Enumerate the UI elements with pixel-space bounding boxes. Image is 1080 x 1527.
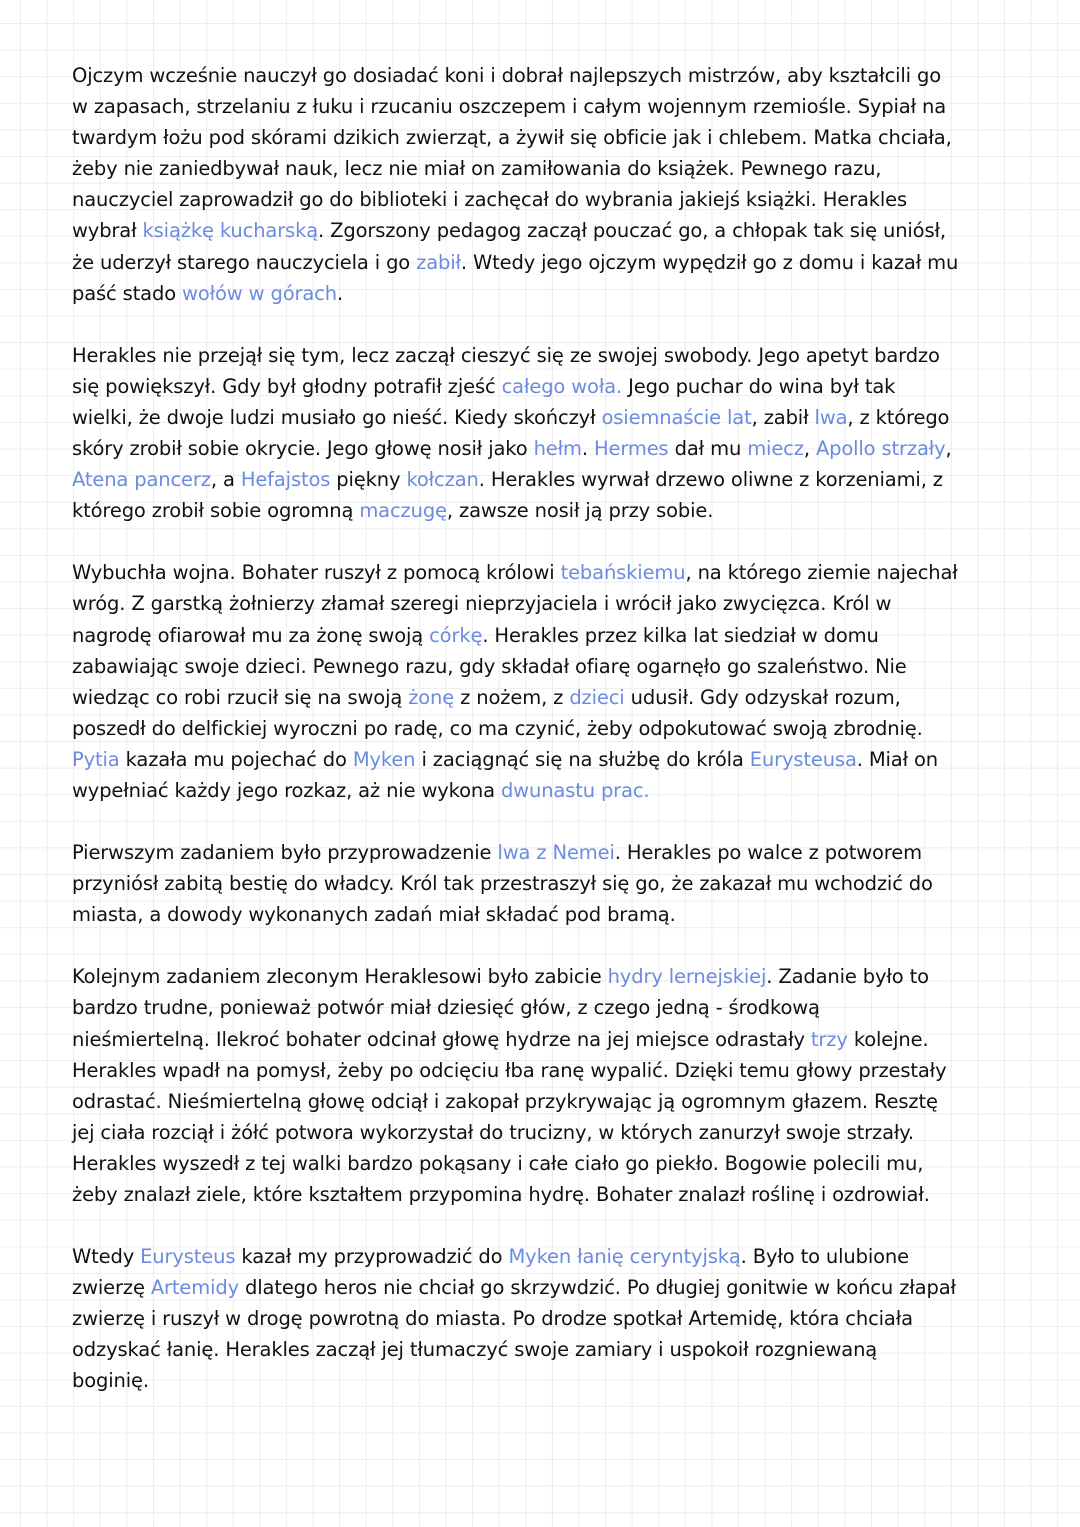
text-segment: odrastać. Nieśmiertelną głowę odciął i zakopał przykrywając ją ogromnym głazem. Resztę <box>72 1089 938 1113</box>
highlighted-term: hełm <box>533 437 582 461</box>
paragraph <box>72 557 1032 806</box>
text-line <box>72 91 1032 122</box>
text-segment: . Zadanie było to <box>766 965 929 989</box>
text-line <box>72 1148 1032 1179</box>
text-segment: nieśmiertelną. Ilekroć bohater odcinał głowę hydrze na jej miejsce odrastały <box>72 1027 811 1051</box>
text-segment: dlatego heros nie chciał go skrzywdzić. Po długiej gonitwie w końcu złapał <box>239 1276 956 1300</box>
text-line <box>72 495 1032 526</box>
text-segment: zwierzę <box>72 1276 151 1300</box>
text-segment: dał mu <box>668 437 748 461</box>
text-segment: , zabił <box>751 405 815 429</box>
text-segment: zwierzę i ruszył w drogę powrotną do miasta. Po drodze spotkał Artemidę, która chciała <box>72 1307 913 1331</box>
text-segment: żeby znalazł ziele, które kształtem przypomina hydrę. Bohater znalazł roślinę i ozdrowiał. <box>72 1183 930 1206</box>
highlighted-term: hydry lernejskiej <box>607 965 767 989</box>
text-segment: , <box>945 437 952 461</box>
text-segment: wypełniać każdy jego rozkaz, aż nie wykona <box>72 778 501 802</box>
text-segment: z nożem, z <box>454 685 570 709</box>
text-segment: Wtedy <box>72 1245 141 1269</box>
text-segment: . <box>581 437 594 461</box>
text-segment: nagrodę ofiarował mu za żonę swoją <box>72 623 430 647</box>
highlighted-term: Myken <box>352 747 416 771</box>
text-segment: i zaciągnąć się na służbę do króla <box>415 747 750 771</box>
text-line <box>72 1241 1032 1272</box>
text-segment: . Miał on <box>856 747 939 771</box>
text-line <box>72 184 1032 215</box>
text-segment: przyniósł zabitą bestię do władcy. Król tak przestraszył się go, że zakazał mu wchodzić do <box>72 872 933 896</box>
highlighted-term: córkę <box>429 623 483 647</box>
text-line <box>72 588 1032 619</box>
text-segment: . Herakles po walce z potworem <box>614 841 922 865</box>
text-segment: . Herakles przez kilka lat siedział w domu <box>482 623 879 647</box>
text-segment: twardym łożu pod skórami dzikich zwierząt, a żywił się obficie jak i chlebem. Matka chciała, <box>72 126 952 150</box>
text-segment: żeby nie zaniedbywał nauk, lecz nie miał on zamiłowania do książek. Pewnego razu, <box>72 157 882 181</box>
text-segment: Kolejnym zadaniem zleconym Heraklesowi było zabicie <box>72 965 608 989</box>
text-segment: zabawiając swoje dzieci. Pewnego razu, gdy składał ofiarę ogarnęło go szaleństwo. Nie <box>72 654 907 678</box>
highlighted-term: Eurysteusa <box>749 747 857 771</box>
text-line <box>72 651 1032 682</box>
text-line <box>72 899 1032 930</box>
text-line <box>72 961 1032 992</box>
highlighted-term: Hefajstos <box>240 468 331 492</box>
highlighted-term: Artemidy <box>150 1276 239 1300</box>
text-line <box>72 1272 1032 1303</box>
text-segment: którego zrobił sobie ogromną <box>72 499 360 523</box>
text-segment: że uderzył starego nauczyciela i go <box>72 250 417 274</box>
text-line <box>72 247 1032 278</box>
text-line <box>72 433 1032 464</box>
highlighted-term: lwa z Nemei <box>497 841 615 865</box>
highlighted-term: wołów w górach <box>182 281 337 305</box>
highlighted-term: trzy <box>810 1027 848 1051</box>
text-line <box>72 682 1032 713</box>
text-line <box>72 1055 1032 1086</box>
text-segment: wybrał <box>72 219 143 243</box>
text-line <box>72 837 1032 868</box>
text-line <box>72 215 1032 246</box>
text-line <box>72 1365 1032 1396</box>
text-line <box>72 992 1032 1023</box>
text-line <box>72 557 1032 588</box>
text-segment: Jego puchar do wina był tak <box>622 374 896 398</box>
highlighted-term: Myken łanię ceryntyjską <box>508 1245 741 1269</box>
text-segment: Herakles wpadł na pomysł, żeby po odcięciu łba ranę wypalić. Dzięki temu głowy przestały <box>72 1058 947 1082</box>
text-line <box>72 153 1032 184</box>
text-segment: w zapasach, strzelaniu z łuku i rzucaniu oszczepem i całym wojennym rzemiośle. Sypiał na <box>72 95 947 119</box>
text-segment: . Zgorszony pedagog zaczął pouczać go, a chłopak tak się uniósł, <box>318 219 946 243</box>
text-segment: miasta, a dowody wykonanych zadań miał składać pod bramą. <box>72 903 676 927</box>
text-segment: Ojczym wcześnie nauczył go dosiadać koni i dobrał najlepszych mistrzów, aby kształcili go <box>72 64 941 87</box>
highlighted-term: Hermes <box>593 437 669 461</box>
text-segment: kolejne. <box>847 1027 929 1051</box>
highlighted-term: lwa <box>814 405 848 429</box>
highlighted-term: Eurysteus <box>140 1245 236 1269</box>
text-segment: kazała mu pojechać do <box>119 747 353 771</box>
text-line <box>72 1334 1032 1365</box>
highlighted-term: tebańskiemu <box>560 561 686 585</box>
text-segment: . Wtedy jego ojczym wypędził go z domu i kazał mu <box>460 250 959 274</box>
text-segment: wielki, że dwoje ludzi musiało go nieść. Kiedy skończył <box>72 405 602 429</box>
text-segment: . Było to ulubione <box>740 1245 909 1269</box>
highlighted-term: Pytia <box>72 747 120 771</box>
text-line <box>72 1303 1032 1334</box>
text-line <box>72 122 1032 153</box>
text-segment: skóry zrobił sobie okrycie. Jego głowę nosił jako <box>72 437 534 461</box>
text-segment: nauczyciel zaprowadził go do biblioteki i zachęcał do wybrania jakiejś książki. Herakles <box>72 188 908 212</box>
text-segment: się powiększył. Gdy był głodny potrafił zjeść <box>72 374 502 398</box>
text-line <box>72 1179 1032 1210</box>
text-line <box>72 744 1032 775</box>
document-page <box>72 60 1032 1428</box>
paragraph <box>72 340 1032 527</box>
text-line <box>72 713 1032 744</box>
text-segment: odzyskać łanię. Herakles zaczął jej tłumaczyć swoje zamiary i uspokoił rozgniewaną <box>72 1338 878 1362</box>
paragraph <box>72 837 1032 930</box>
text-segment: bardzo trudne, ponieważ potwór miał dziesięć głów, z czego jedną - środkową <box>72 996 820 1020</box>
text-line <box>72 1024 1032 1055</box>
text-segment: boginię. <box>72 1369 149 1393</box>
text-line <box>72 464 1032 495</box>
highlighted-term: kołczan <box>406 468 479 492</box>
text-segment: kazał my przyprowadzić do <box>235 1245 509 1269</box>
text-segment: , <box>803 437 816 461</box>
highlighted-term: maczugę <box>359 499 447 523</box>
text-segment: Herakles wyszedł z tej walki bardzo pokąsany i całe ciało go piekło. Bogowie polecili mu, <box>72 1151 924 1175</box>
text-segment: poszedł do delfickiej wyroczni po radę, co ma czynić, żeby odpokutować swoją zbrodnię. <box>72 716 923 740</box>
paragraph <box>72 961 1032 1210</box>
text-segment: piękny <box>330 468 407 492</box>
text-line <box>72 60 1032 91</box>
text-segment: , na którego ziemie najechał <box>685 561 958 585</box>
highlighted-term: Apollo strzały <box>815 437 946 461</box>
text-segment: paść stado <box>72 281 183 305</box>
paragraph <box>72 1241 1032 1396</box>
text-line <box>72 278 1032 309</box>
highlighted-term: dzieci <box>569 685 625 709</box>
text-segment: . Herakles wyrwał drzewo oliwne z korzeniami, z <box>478 468 943 492</box>
highlighted-term: całego woła. <box>501 374 623 398</box>
text-segment: wiedząc co robi rzucił się na swoją <box>72 685 409 709</box>
text-segment: Wybuchła wojna. Bohater ruszył z pomocą królowi <box>72 561 561 585</box>
text-line <box>72 371 1032 402</box>
text-line <box>72 775 1032 806</box>
text-segment: Herakles nie przejął się tym, lecz zaczął cieszyć się ze swojej swobody. Jego apetyt bardzo <box>72 343 940 367</box>
highlighted-term: zabił <box>416 250 461 274</box>
text-line <box>72 868 1032 899</box>
text-segment: Pierwszym zadaniem było przyprowadzenie <box>72 841 498 865</box>
text-segment: . <box>336 281 343 305</box>
highlighted-term: osiemnaście lat <box>601 405 752 429</box>
highlighted-term: Atena pancerz <box>72 468 211 492</box>
text-segment: wróg. Z garstką żołnierzy złamał szeregi nieprzyjaciela i wrócił jako zwycięzca. Król w <box>72 592 892 616</box>
text-line <box>72 340 1032 371</box>
text-line <box>72 1117 1032 1148</box>
text-segment: , z którego <box>847 405 950 429</box>
text-line <box>72 402 1032 433</box>
text-line <box>72 1086 1032 1117</box>
highlighted-term: książkę kucharską <box>142 219 319 243</box>
highlighted-term: żonę <box>408 685 455 709</box>
highlighted-term: dwunastu prac. <box>500 778 650 802</box>
highlighted-term: miecz <box>747 437 804 461</box>
text-line <box>72 620 1032 651</box>
text-segment: udusił. Gdy odzyskał rozum, <box>624 685 901 709</box>
text-segment: , zawsze nosił ją przy sobie. <box>446 499 714 523</box>
text-segment: jej ciała rozciął i żółć potwora wykorzystał do trucizny, w których zanurzył swoje strzały. <box>72 1120 914 1144</box>
paragraph <box>72 60 1032 309</box>
text-segment: , a <box>210 468 241 492</box>
